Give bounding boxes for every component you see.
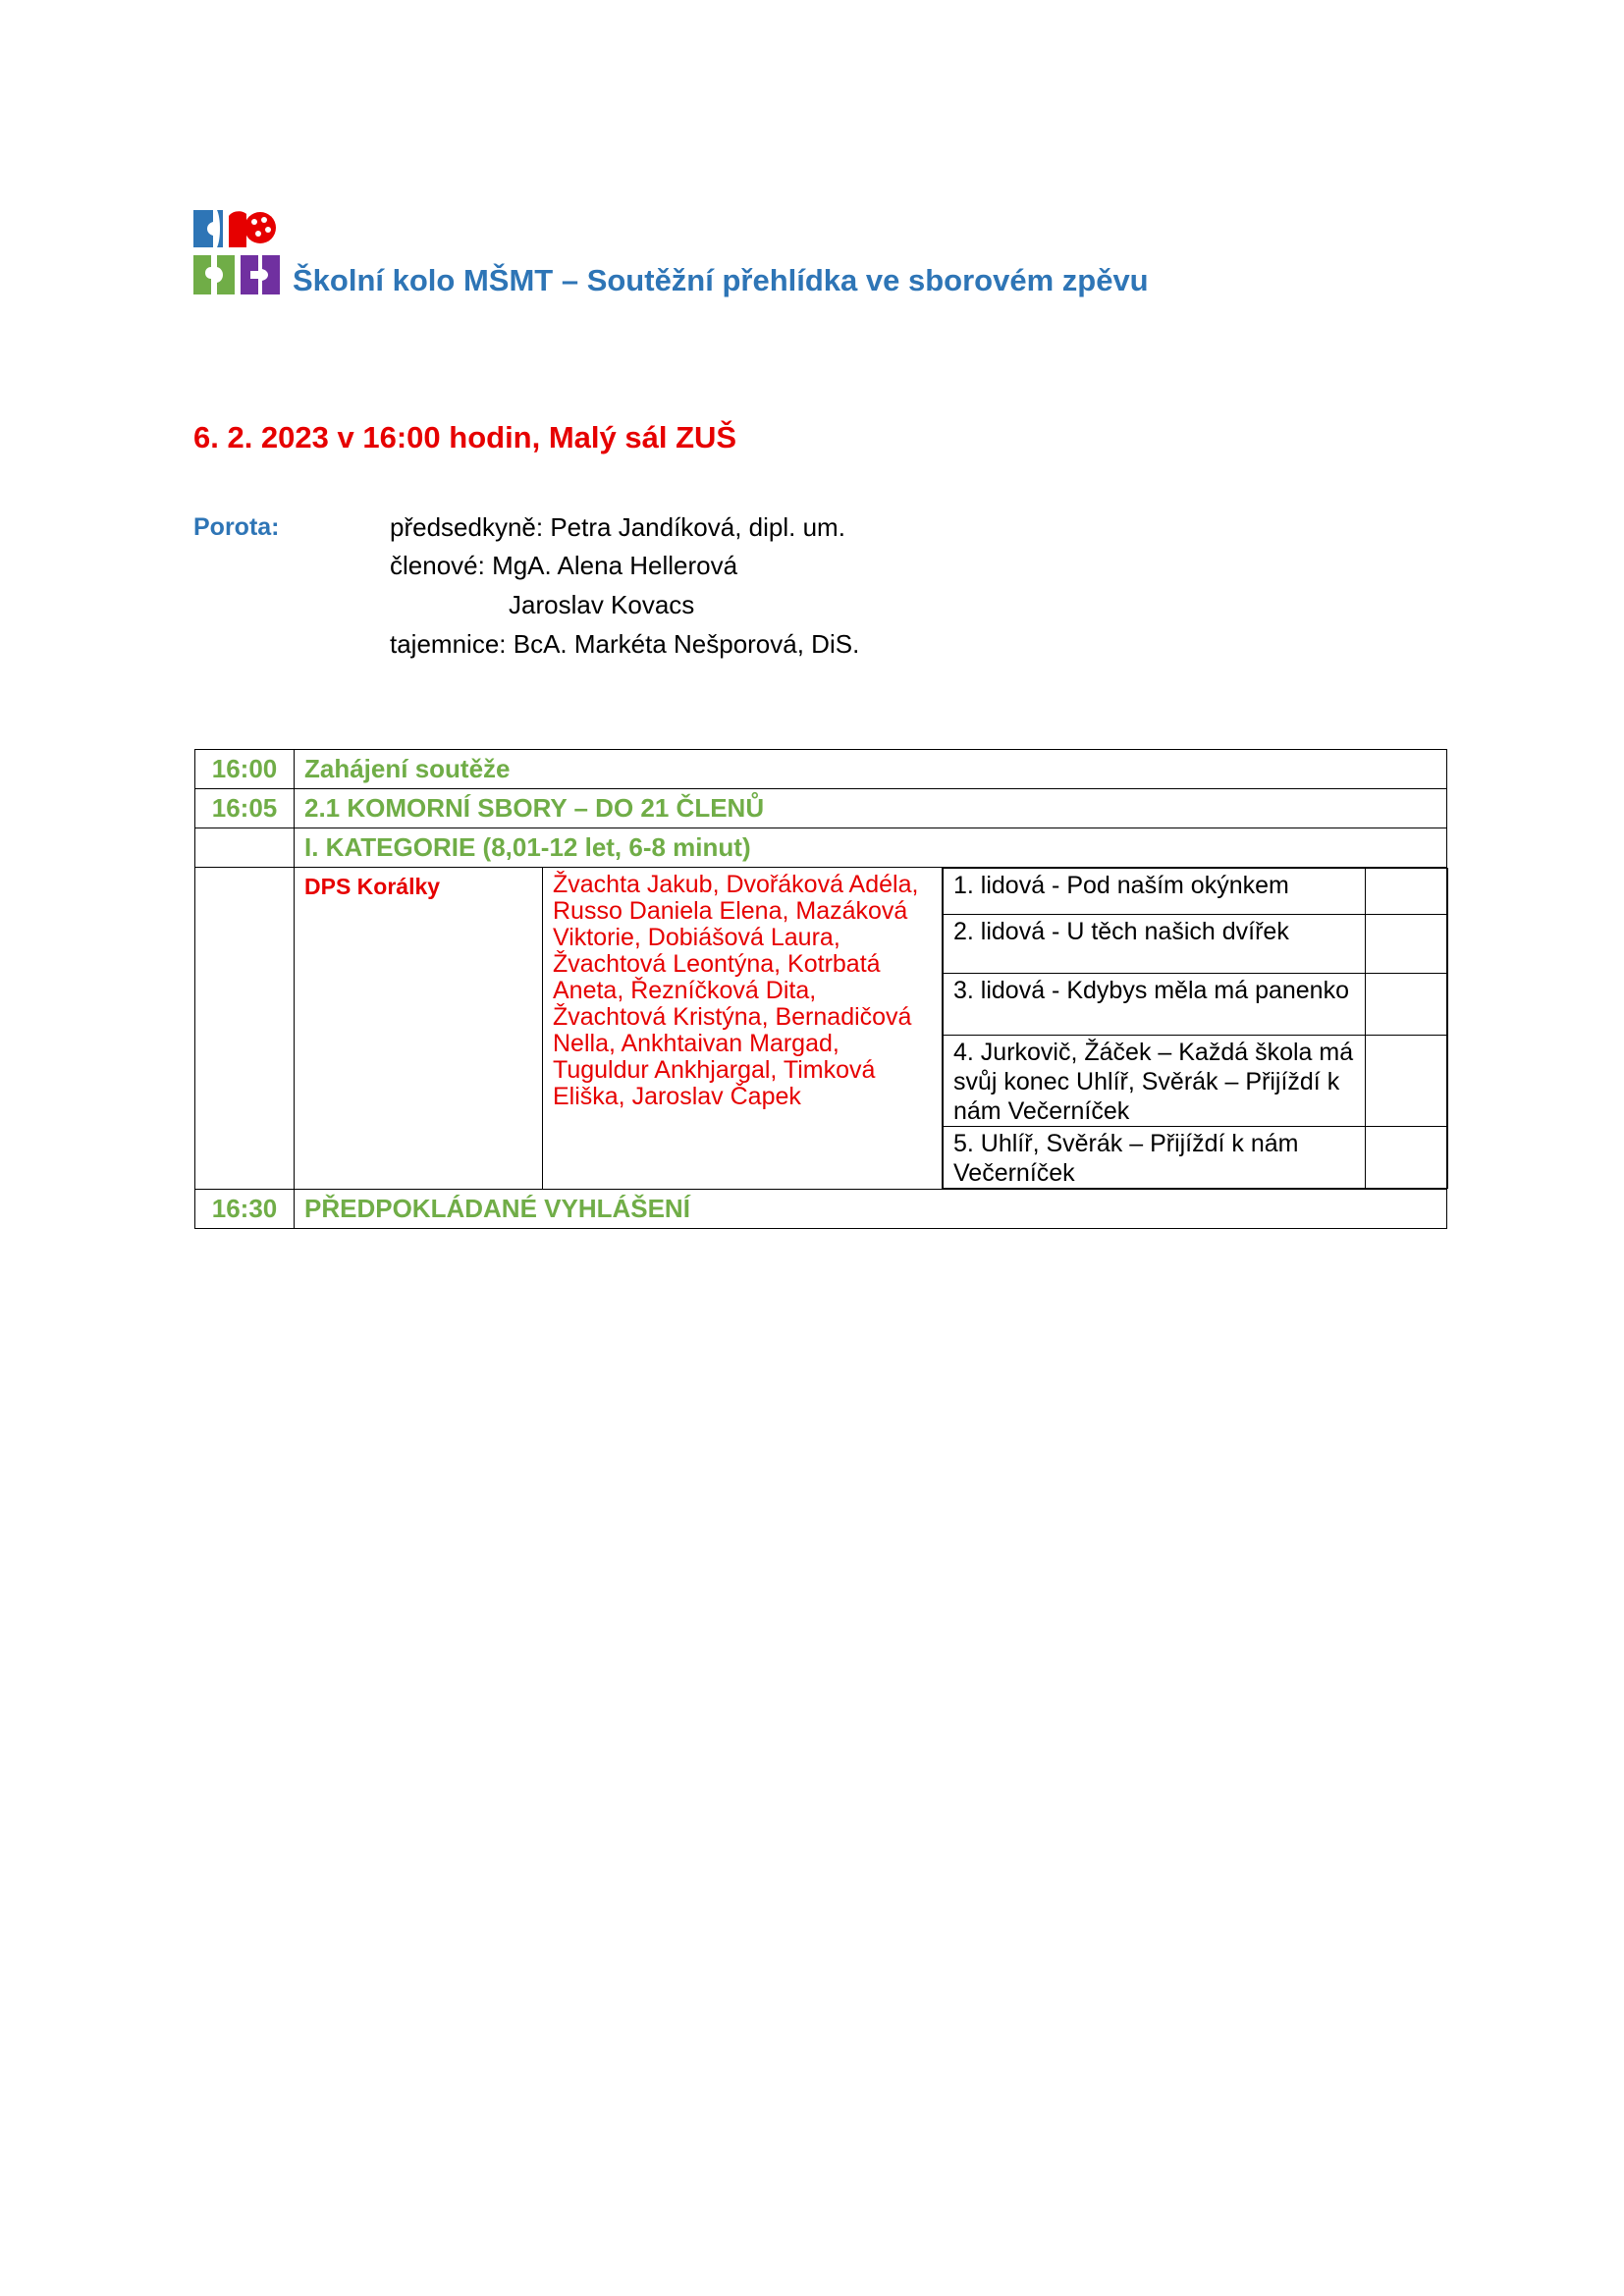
schedule-row	[195, 1190, 1447, 1229]
jury-member: členové: MgA. Alena Hellerová	[390, 551, 738, 580]
jury-chair: předsedkyně: Petra Jandíková, dipl. um.	[390, 512, 845, 542]
school-logo	[193, 210, 280, 294]
schedule-table	[194, 749, 1447, 1229]
song-row	[944, 1127, 1448, 1189]
song-score-cell	[1366, 1036, 1448, 1127]
jury-secretary: tajemnice: BcA. Markéta Nešporová, DiS.	[390, 629, 860, 659]
song-title: 1. lidová - Pod naším okýnkem	[944, 869, 1366, 915]
choir-name: DPS Korálky	[295, 868, 543, 1190]
schedule-item: Zahájení soutěže	[295, 750, 1447, 789]
schedule-time: 16:00	[195, 750, 295, 789]
schedule-row	[195, 789, 1447, 828]
choir-members: Žvachta Jakub, Dvořáková Adéla, Russo Daniela Elena, Mazáková Viktorie, Dobiášová Laura, Žvachtová Leontýna, Kotrbatá Aneta, Řezníčková Dita, Žvachtová Kristýna, Bernadičová Nella, Ankhtaivan Margad, Tuguldur Ankhjargal, Timková Eliška, Jaroslav Čapek	[543, 868, 943, 1190]
schedule-item: 2.1 KOMORNÍ SBORY – DO 21 ČLENŮ	[295, 789, 1447, 828]
song-title: 4. Jurkovič, Žáček – Každá škola má svůj konec Uhlíř, Svěrák – Přijíždí k nám Večerníček	[944, 1036, 1366, 1127]
jury-member: Jaroslav Kovacs	[509, 590, 695, 619]
schedule-row	[195, 828, 1447, 868]
event-date-location: 6. 2. 2023 v 16:00 hodin, Malý sál ZUŠ	[193, 420, 737, 454]
song-score-cell	[1366, 869, 1448, 915]
song-title: 5. Uhlíř, Svěrák – Přijíždí k nám Večerníček	[944, 1127, 1366, 1189]
song-score-cell	[1366, 915, 1448, 974]
schedule-time	[195, 828, 295, 868]
song-score-cell	[1366, 974, 1448, 1036]
song-row	[944, 1036, 1448, 1127]
song-title: 2. lidová - U těch našich dvířek	[944, 915, 1366, 974]
song-row	[944, 915, 1448, 974]
schedule-time: 16:30	[195, 1190, 295, 1229]
song-row	[944, 974, 1448, 1036]
song-row	[944, 869, 1448, 915]
schedule-row	[195, 750, 1447, 789]
schedule-time: 16:05	[195, 789, 295, 828]
jury-label: Porota:	[193, 513, 280, 541]
schedule-item: PŘEDPOKLÁDANÉ VYHLÁŠENÍ	[295, 1190, 1447, 1229]
song-table	[943, 868, 1448, 1189]
empty-time-cell	[195, 868, 295, 1190]
page-title: Školní kolo MŠMT – Soutěžní přehlídka ve sborovém zpěvu	[293, 263, 1149, 297]
performance-row	[195, 868, 1447, 1190]
song-list	[943, 868, 1447, 1190]
song-title: 3. lidová - Kdybys měla má panenko	[944, 974, 1366, 1036]
song-score-cell	[1366, 1127, 1448, 1189]
category-label: I. KATEGORIE (8,01-12 let, 6-8 minut)	[295, 828, 1447, 868]
